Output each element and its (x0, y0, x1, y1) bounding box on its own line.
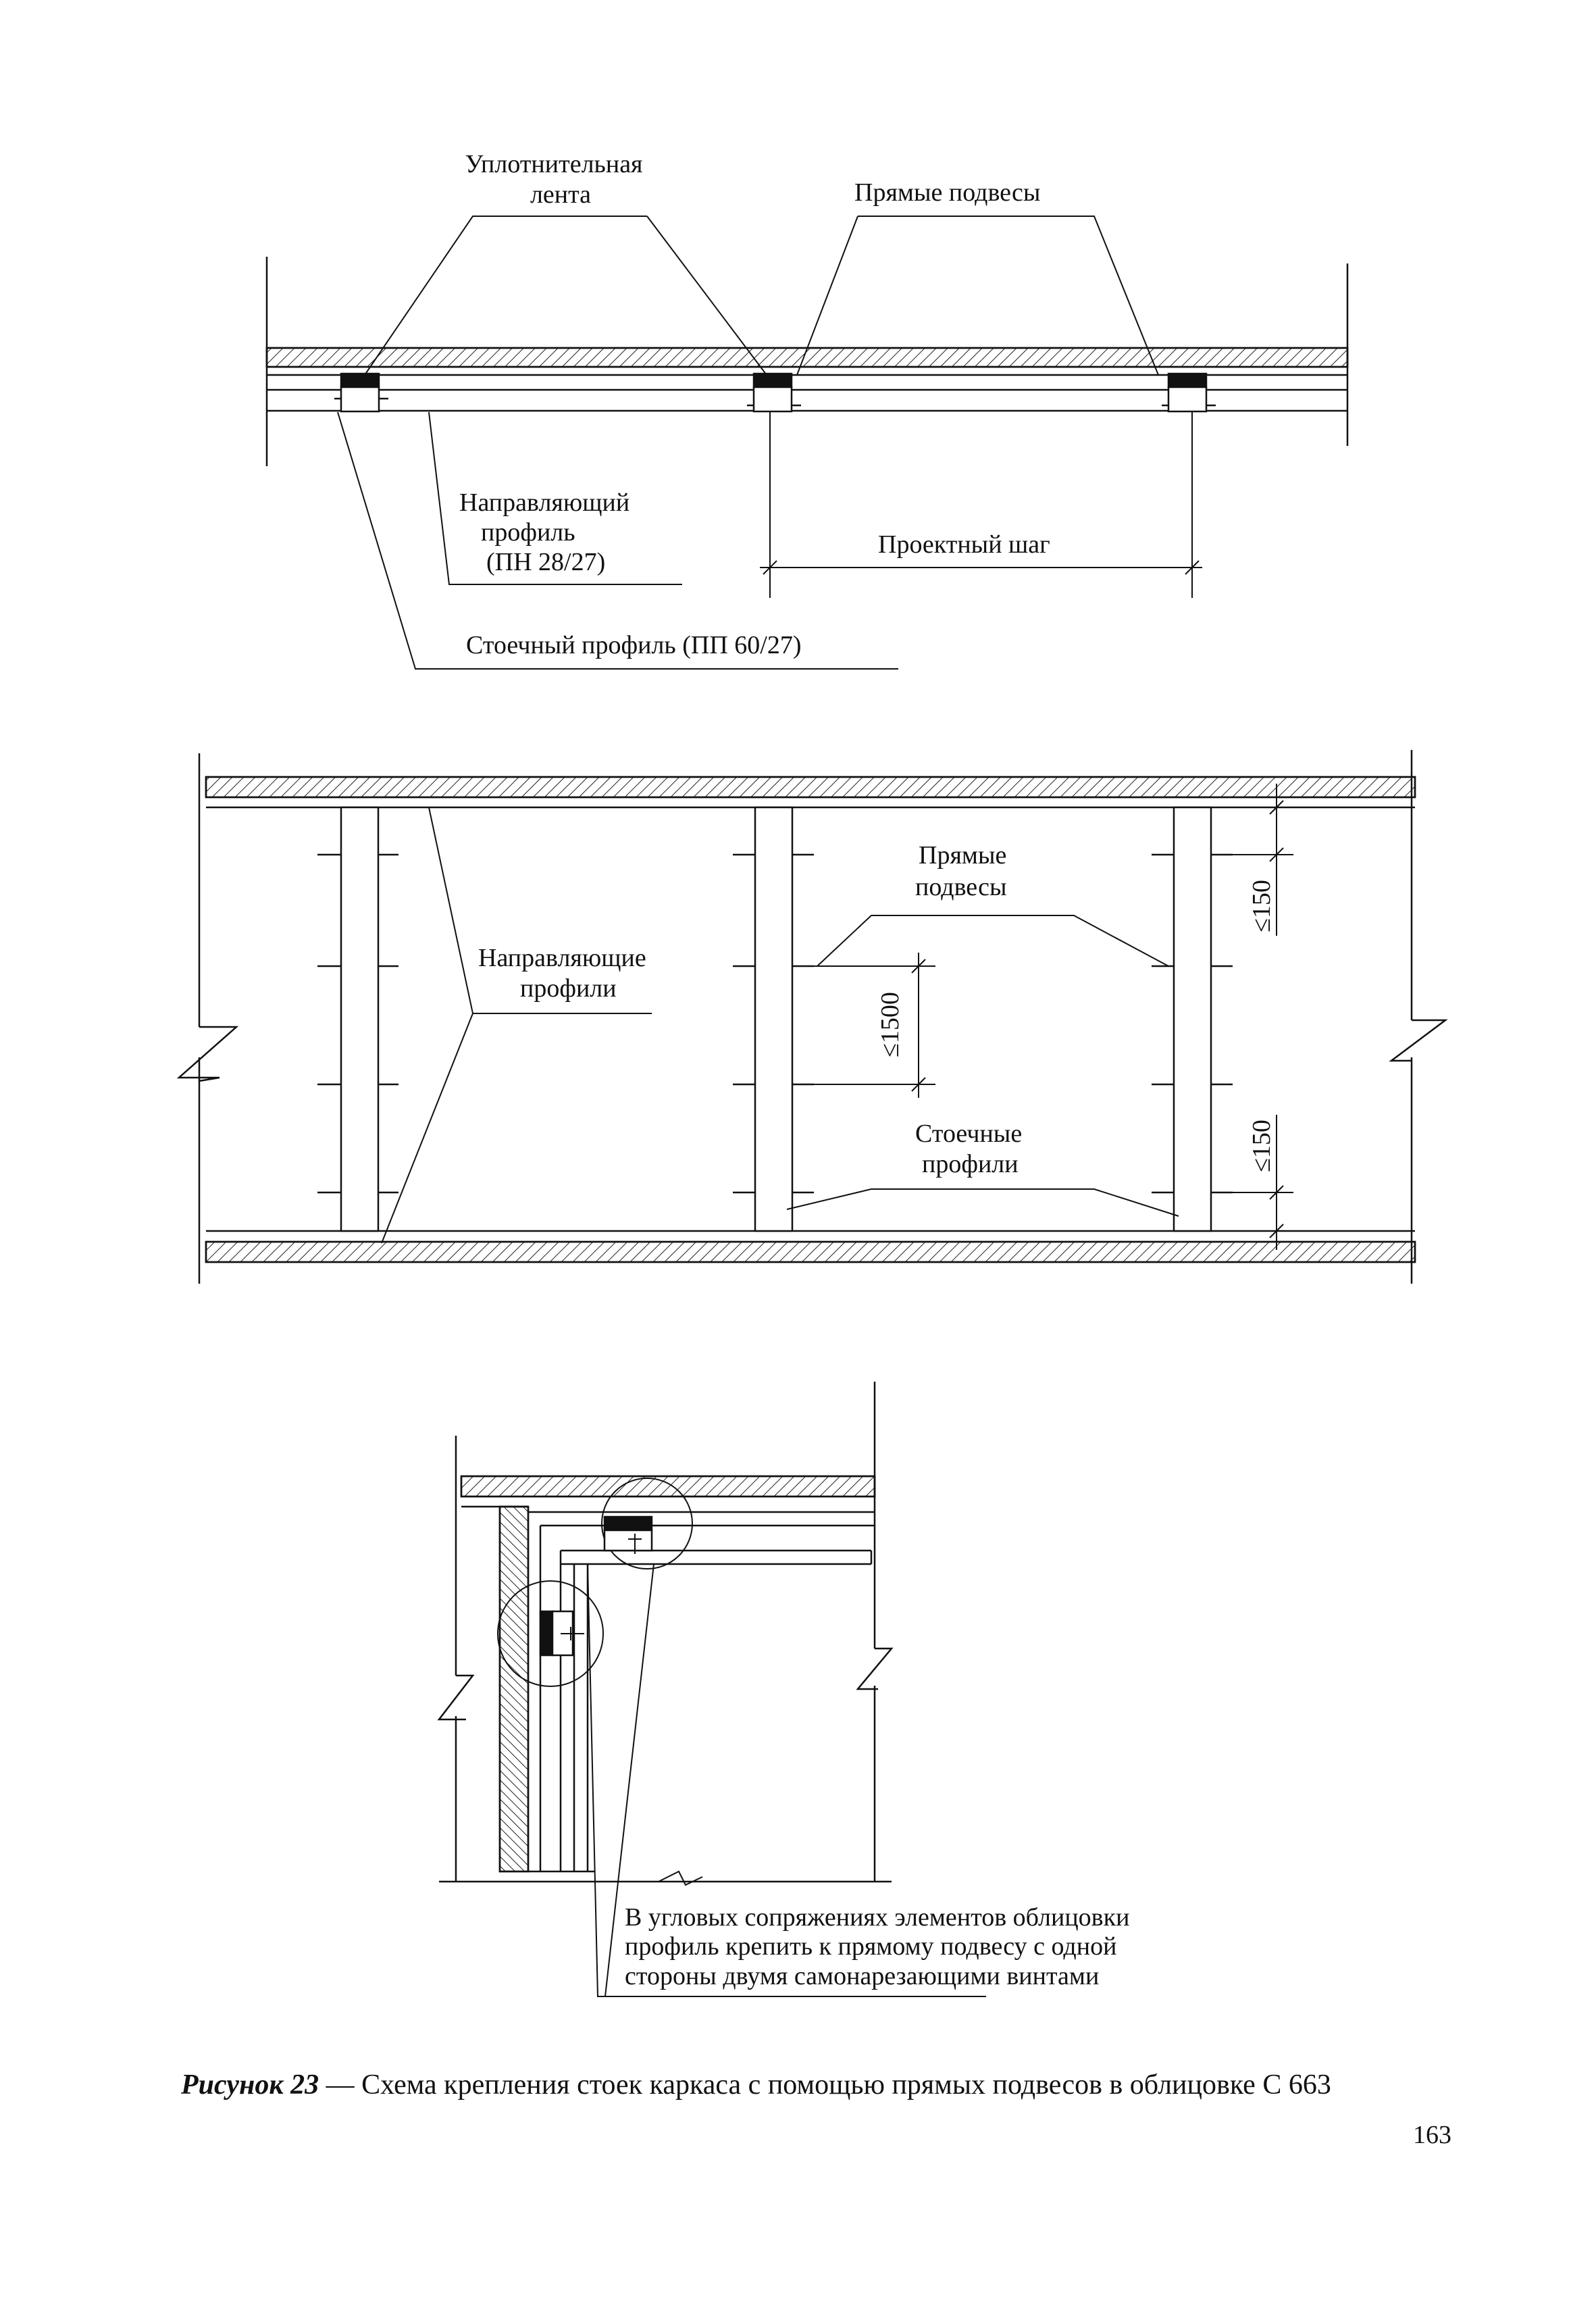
leader-hangers-2 (817, 915, 1168, 966)
leader-stud (338, 412, 898, 669)
leader-note-1 (588, 1564, 986, 1996)
figure-2-elevation (179, 750, 1445, 1284)
hanger-1 (334, 374, 388, 411)
vertical-board (500, 1507, 528, 1871)
label-guide-3: (ПН 28/27) (486, 548, 606, 576)
break-mark-left-3 (439, 1676, 473, 1719)
page-number: 163 (1413, 2121, 1451, 2149)
caption-text: Схема крепления стоек каркаса с помощью прямых подвесов в облицовке С 663 (361, 2069, 1331, 2101)
note-line-3: стороны двумя самонарезающими винтами (625, 1962, 1100, 1990)
break-mark-right-3 (858, 1649, 892, 1689)
figure-1-section (267, 216, 1347, 669)
label-guide-1: Направляющий (459, 488, 630, 517)
label-hangers: Прямые подвесы (854, 178, 1041, 207)
break-mark-left (179, 1027, 236, 1081)
caption-dash: — (319, 2069, 362, 2101)
dim-1500-label: ≤1500 (876, 992, 904, 1057)
label-tape-1: Уплотнительная (465, 150, 643, 178)
label-guides-2a: Направляющие (478, 944, 646, 972)
dim-150-top-label: ≤150 (1247, 880, 1276, 932)
board-hatched (267, 348, 1347, 367)
stud-2 (755, 807, 792, 1231)
note-line-2: профиль крепить к прямому подвесу с одной (625, 1932, 1117, 1961)
label-step: Проектный шаг (878, 530, 1050, 559)
label-tape-2: лента (530, 180, 592, 209)
leader-studs-2 (787, 1189, 1179, 1216)
break-mark-right (1391, 1020, 1445, 1061)
label-hangers-2b: подвесы (915, 873, 1007, 901)
hanger-3 (1162, 374, 1216, 411)
label-stud: Стоечный профиль (ПП 60/27) (466, 631, 802, 659)
note-line-1: В угловых сопряжениях элементов облицовки (625, 1903, 1130, 1932)
stud-3 (1174, 807, 1211, 1231)
label-guide-2: профиль (481, 518, 575, 547)
bottom-board (206, 1242, 1415, 1262)
caption-label: Рисунок 23 (181, 2069, 319, 2101)
dim-150-bottom-label: ≤150 (1247, 1120, 1276, 1172)
hanger-2 (747, 374, 801, 411)
label-studs-2b: профили (922, 1150, 1019, 1178)
leader-guides-bottom (382, 1013, 473, 1243)
leader-note-2 (605, 1564, 654, 1996)
top-board (206, 777, 1415, 797)
figure-caption (181, 2069, 1505, 2101)
horizontal-board (461, 1476, 875, 1496)
stud-1 (341, 807, 378, 1231)
label-studs-2a: Стоечные (915, 1120, 1023, 1148)
label-hangers-2a: Прямые (919, 841, 1007, 870)
label-guides-2b: профили (520, 974, 617, 1003)
